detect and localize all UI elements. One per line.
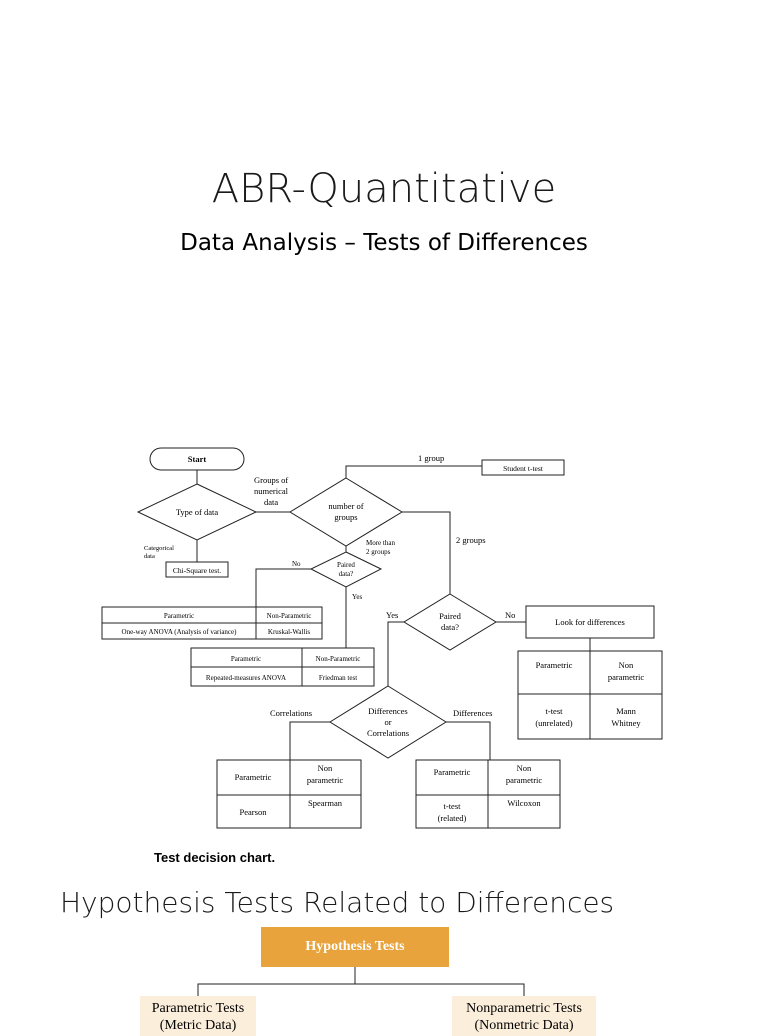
- slide-subtitle: Data Analysis – Tests of Differences: [180, 230, 588, 256]
- table-correlations-r2: Spearman: [308, 798, 342, 808]
- table-independent-r2: Kruskal-Wallis: [267, 628, 311, 636]
- yes-label-small: Yes: [352, 593, 363, 601]
- table-unrelated-h1: Parametric: [535, 660, 573, 670]
- differences-label: Differences: [453, 708, 493, 718]
- table-related-r2: Wilcoxon: [507, 798, 541, 808]
- table-correlations-h1: Parametric: [234, 772, 272, 782]
- table-correlations-r1: Pearson: [239, 807, 267, 817]
- diff-or-corr-1: Differences: [368, 706, 408, 716]
- table-unrelated-r2a: Mann: [616, 706, 636, 716]
- type-of-data-label: Type of data: [175, 507, 219, 517]
- number-of-groups-2: groups: [334, 512, 358, 522]
- table-correlations-h2a: Non: [317, 763, 333, 773]
- paired-main-2: data?: [441, 622, 459, 632]
- correlations-label: Correlations: [270, 708, 313, 718]
- hypothesis-tests-root: Hypothesis Tests: [261, 927, 449, 967]
- categorical-label-1: Categorical: [144, 545, 174, 552]
- table-independent-h1: Parametric: [163, 612, 195, 620]
- two-groups-label: 2 groups: [456, 535, 486, 545]
- categorical-label-2: data: [144, 553, 155, 560]
- table-unrelated-h2b: parametric: [607, 672, 645, 682]
- parametric-tests-node: [140, 996, 256, 1036]
- table-related-k-r1: Repeated-measures ANOVA: [205, 674, 287, 682]
- table-unrelated-r2b: Whitney: [611, 718, 641, 728]
- nonparametric-tests-label: Nonparametric Tests: [466, 1001, 582, 1016]
- paired-small-1: Paired: [337, 561, 355, 569]
- diff-or-corr-2: or: [384, 717, 392, 727]
- more-than-2-groups-1: More than: [366, 539, 395, 547]
- student-t-test-label: Student t-test: [503, 464, 543, 473]
- diff-or-corr-3: Correlations: [366, 728, 410, 738]
- look-for-differences-label: Look for differences: [555, 617, 625, 627]
- start-label: Start: [187, 454, 207, 464]
- table-independent-h2: Non-Parametric: [266, 612, 312, 620]
- table-unrelated-r1a: t-test: [545, 706, 563, 716]
- table-related-h2a: Non: [516, 763, 532, 773]
- table-related-h1: Parametric: [433, 767, 471, 777]
- nonparametric-tests-node: [452, 996, 596, 1036]
- table-related-k-r2: Friedman test: [318, 674, 358, 682]
- number-of-groups-1: number of: [328, 501, 364, 511]
- table-unrelated-h2a: Non: [618, 660, 634, 670]
- one-group-label: 1 group: [418, 453, 445, 463]
- groups-numerical-3: data: [264, 497, 279, 507]
- table-unrelated-r1b: (unrelated): [535, 718, 573, 728]
- nonmetric-data-label: (Nonmetric Data): [474, 1018, 574, 1033]
- slide-title: ABR-Quantitative: [211, 166, 557, 212]
- metric-data-label: (Metric Data): [159, 1018, 237, 1033]
- table-related-k-h2: Non-Parametric: [315, 655, 361, 663]
- paired-small-2: data?: [338, 570, 354, 578]
- section-heading: Hypothesis Tests Related to Differences: [60, 886, 615, 919]
- table-related-k-h1: Parametric: [230, 655, 262, 663]
- table-related-h2b: parametric: [505, 775, 543, 785]
- yes-label-main: Yes: [386, 610, 399, 620]
- table-related-r1b: (related): [437, 813, 467, 823]
- no-label-small: No: [292, 560, 301, 568]
- table-correlations-h2b: parametric: [306, 775, 344, 785]
- parametric-tests-label: Parametric Tests: [151, 1001, 245, 1016]
- more-than-2-groups-2: 2 groups: [366, 548, 391, 556]
- no-label-main: No: [505, 610, 516, 620]
- chart-caption: Test decision chart.: [154, 850, 276, 865]
- paired-main-1: Paired: [439, 611, 461, 621]
- table-independent-r1: One-way ANOVA (Analysis of variance): [121, 628, 237, 636]
- groups-numerical-1: Groups of: [254, 475, 289, 485]
- table-related-r1a: t-test: [443, 801, 461, 811]
- chi-square-label: Chi-Square test.: [172, 566, 222, 575]
- groups-numerical-2: numerical: [254, 486, 288, 496]
